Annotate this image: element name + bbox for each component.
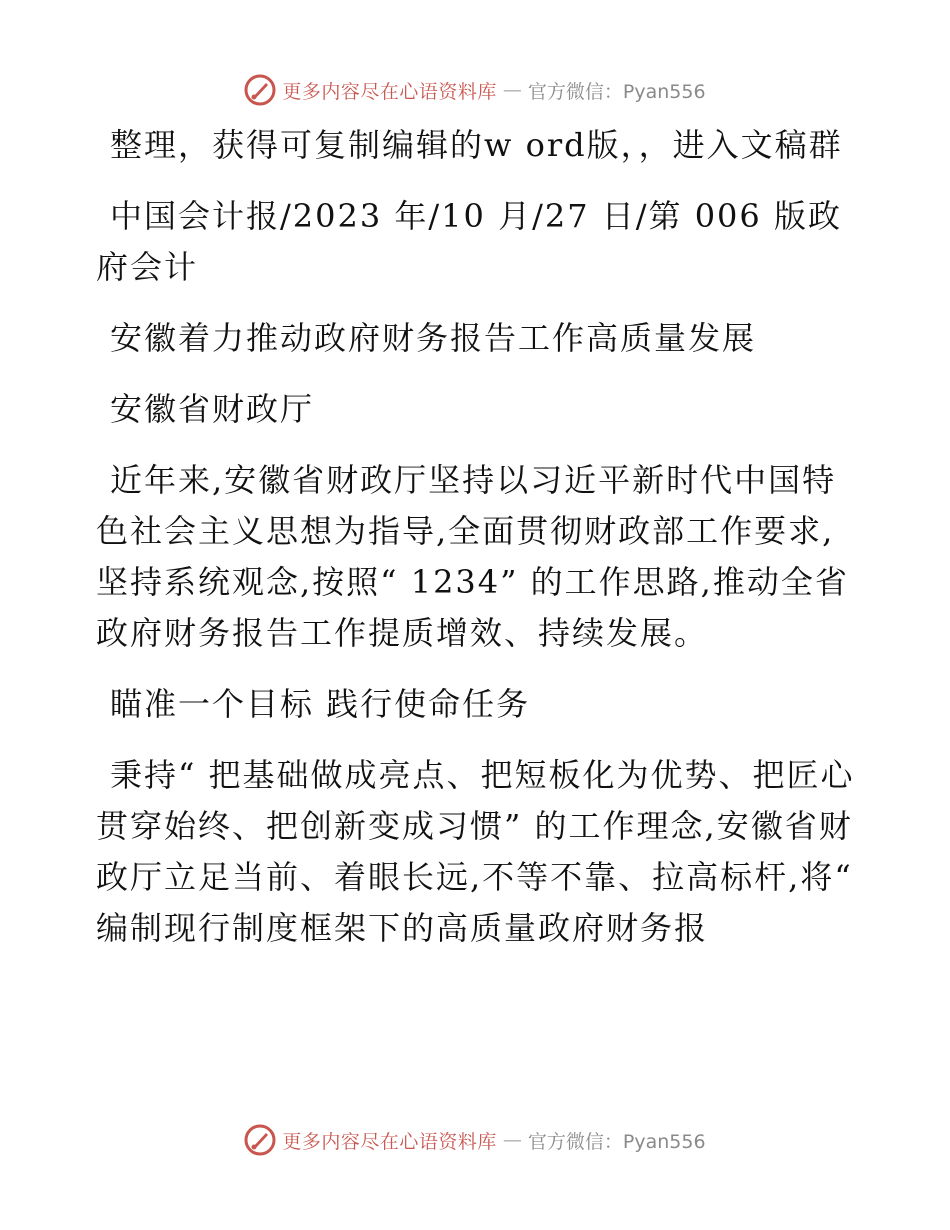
paragraph-notice: 整理，获得可复制编辑的w ord版，，进入文稿群 <box>110 126 843 164</box>
paragraph-intro: 近年来,安徽省财政厅坚持以习近平新时代中国特色社会主义思想为指导,全面贯彻财政部工作要求,坚持系统观念,按照“ 1234” 的工作思路,推动全省政府财务报告工作提质增效、持续发展。 <box>96 461 849 652</box>
watermark-brand-text: 更多内容尽在心语资料库 <box>282 80 497 103</box>
watermark-contact-text: 官方微信：Pyan556 <box>527 1130 706 1153</box>
section-heading: 瞄准一个目标 践行使命任务 <box>110 685 531 723</box>
watermark-header <box>0 70 950 110</box>
article-title: 安徽着力推动政府财务报告工作高质量发展 <box>110 319 757 357</box>
paragraph-source: 中国会计报/2023 年/10 月/27 日/第 006 版政府会计 <box>96 197 842 286</box>
watermark-contact-text: 官方微信：Pyan556 <box>527 80 706 103</box>
quill-logo-icon <box>244 1124 276 1156</box>
article-author: 安徽省财政厅 <box>110 390 315 428</box>
quill-logo-icon <box>244 74 276 106</box>
watermark-separator: — <box>502 1129 522 1151</box>
paragraph-body: 秉持“ 把基础做成亮点、把短板化为优势、把匠心贯穿始终、把创新变成习惯” 的工作理念,安徽省财政厅立足当前、着眼长远,不等不靠、拉高标杆,将“ 编制现行制度框架下的高质量政府财务报 <box>96 756 855 947</box>
document-body <box>96 120 856 974</box>
watermark-separator: — <box>502 79 522 101</box>
watermark-footer <box>0 1120 950 1160</box>
watermark-brand-text: 更多内容尽在心语资料库 <box>282 1130 497 1153</box>
